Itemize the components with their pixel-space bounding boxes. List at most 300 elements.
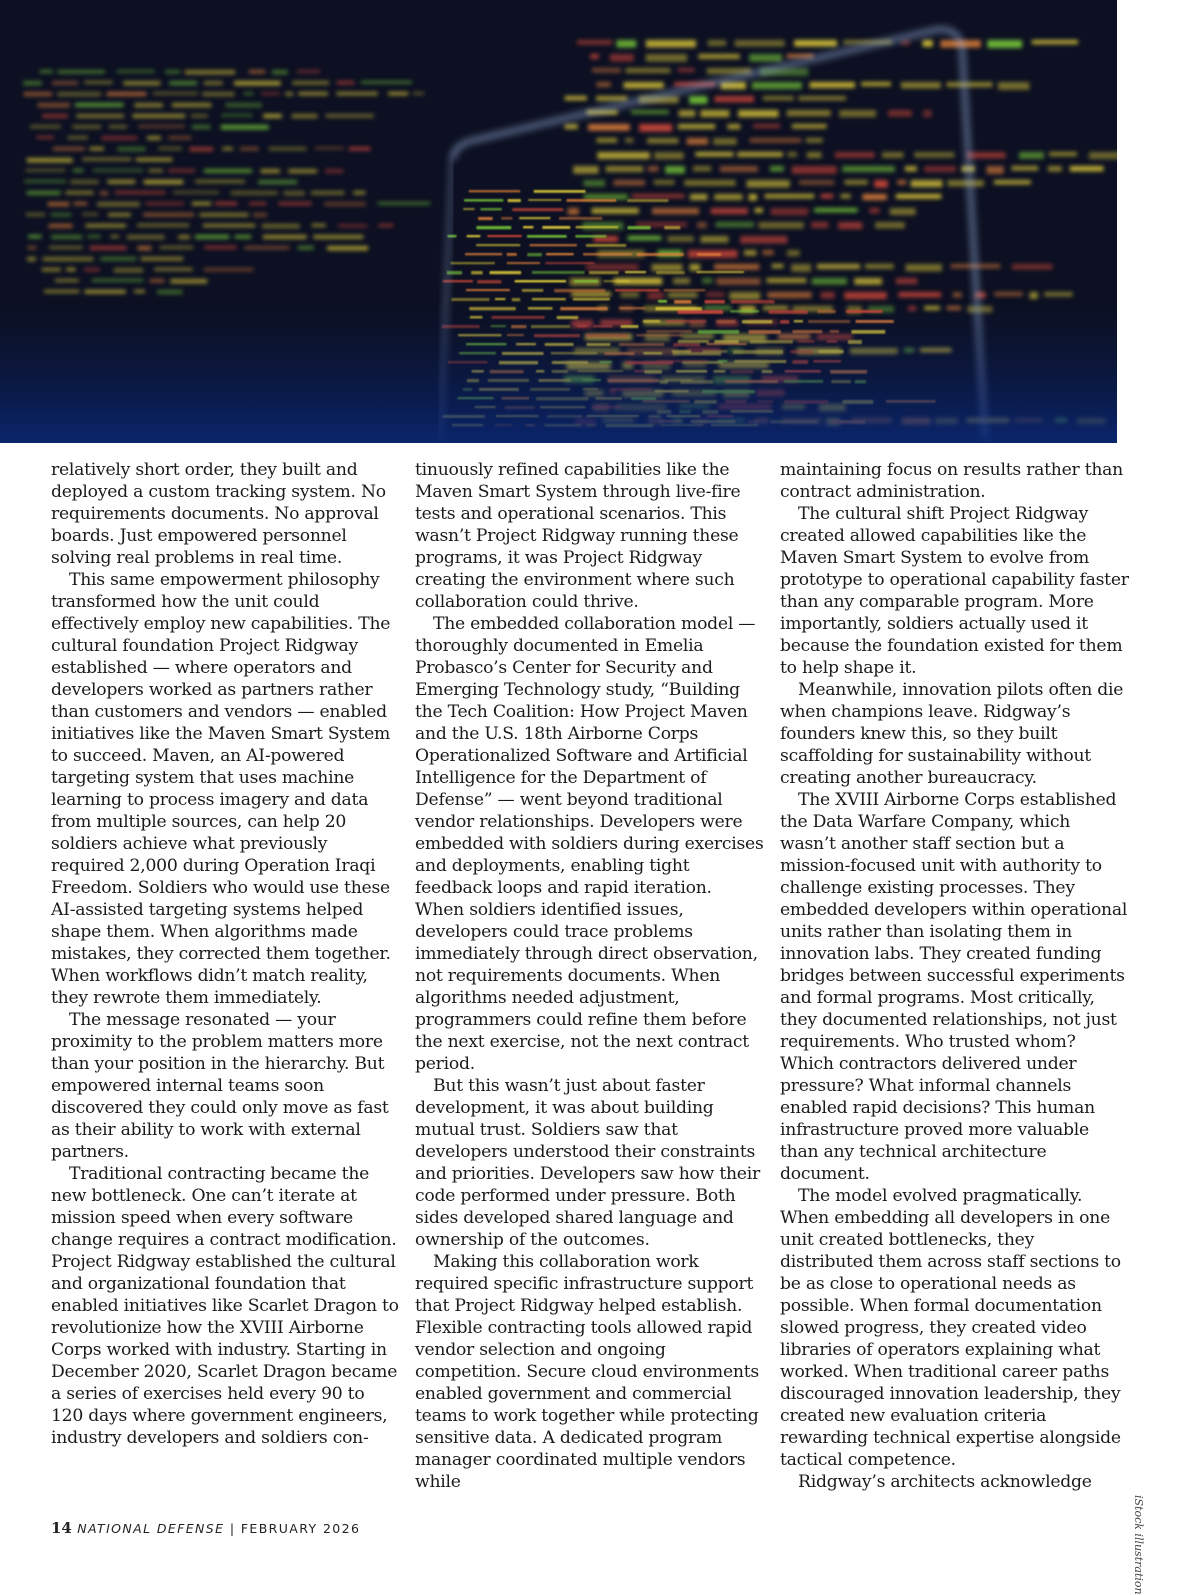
code-line-fragment xyxy=(92,279,144,282)
code-line-fragment xyxy=(127,235,165,239)
code-line-fragment xyxy=(522,289,543,292)
code-line-fragment xyxy=(378,202,431,205)
footer-separator: | xyxy=(229,1521,236,1536)
code-line-fragment xyxy=(195,235,229,239)
code-line-fragment xyxy=(994,292,1023,296)
code-line-fragment xyxy=(565,96,587,100)
paragraph: But this wasn’t just about faster development, it was about building mutual trust. Soldiers saw that developers understood their constraints and priorities. Developers saw how their code performed under pressure. Both sides developed shared language and ownership of the outcomes. xyxy=(415,1076,760,1250)
code-line-fragment xyxy=(708,40,726,46)
code-line-fragment xyxy=(150,279,165,283)
code-line-fragment xyxy=(111,235,119,238)
code-line-fragment xyxy=(582,222,623,230)
code-line-fragment xyxy=(747,180,790,188)
code-line-fragment xyxy=(628,226,651,229)
code-line-fragment xyxy=(573,166,598,174)
code-line-fragment xyxy=(679,110,696,117)
code-line-fragment xyxy=(225,103,262,107)
code-line-fragment xyxy=(490,271,521,274)
code-line-fragment xyxy=(97,202,140,206)
code-line-fragment xyxy=(647,138,678,144)
code-line-fragment xyxy=(173,191,219,194)
header-illustration xyxy=(0,0,1117,443)
code-line-fragment xyxy=(752,82,802,89)
code-line-fragment xyxy=(192,202,211,205)
code-line-fragment xyxy=(772,264,784,268)
code-screens-illustration xyxy=(0,0,1117,443)
code-line-fragment xyxy=(730,292,761,300)
code-line-fragment xyxy=(100,257,136,261)
code-line-fragment xyxy=(262,224,300,228)
code-line-fragment xyxy=(325,169,343,173)
code-line-fragment xyxy=(604,280,630,282)
code-line-fragment xyxy=(463,208,474,210)
code-line-fragment xyxy=(465,253,502,255)
code-line-fragment xyxy=(861,82,891,86)
code-line-fragment xyxy=(285,92,293,96)
code-line-fragment xyxy=(93,169,143,172)
code-line-fragment xyxy=(625,138,633,143)
code-line-fragment xyxy=(770,166,784,171)
text-column-2 xyxy=(415,459,765,1493)
code-line-fragment xyxy=(787,250,800,256)
code-line-fragment xyxy=(191,114,208,118)
code-line-fragment xyxy=(597,138,618,143)
code-line-fragment xyxy=(559,217,602,220)
code-line-fragment xyxy=(690,194,708,200)
code-line-fragment xyxy=(136,158,172,161)
code-line-fragment xyxy=(1070,166,1104,171)
code-line-fragment xyxy=(523,226,533,228)
code-line-fragment xyxy=(38,103,70,107)
code-line-fragment xyxy=(901,40,910,45)
code-line-fragment xyxy=(590,54,599,59)
code-line-fragment xyxy=(697,271,745,273)
code-line-fragment xyxy=(261,169,280,173)
code-line-fragment xyxy=(82,158,131,161)
code-line-fragment xyxy=(617,40,637,48)
code-line-fragment xyxy=(798,96,846,101)
code-line-fragment xyxy=(204,169,252,173)
code-line-fragment xyxy=(1019,152,1044,159)
code-line-fragment xyxy=(168,169,195,172)
code-line-fragment xyxy=(568,208,579,215)
code-line-fragment xyxy=(652,208,699,214)
code-line-fragment xyxy=(204,246,236,249)
code-line-fragment xyxy=(58,70,106,74)
code-line-fragment xyxy=(668,292,697,298)
code-line-fragment xyxy=(138,246,152,250)
code-line-fragment xyxy=(888,110,912,117)
code-line-fragment xyxy=(231,191,278,195)
code-line-fragment xyxy=(577,40,612,45)
code-line-fragment xyxy=(707,68,751,74)
code-line-fragment xyxy=(788,152,797,157)
code-line-fragment xyxy=(998,82,1030,90)
code-line-fragment xyxy=(269,147,307,151)
code-line-fragment xyxy=(697,222,707,228)
code-line-fragment xyxy=(476,226,511,229)
code-line-fragment xyxy=(812,278,847,285)
code-line-fragment xyxy=(576,226,619,228)
page-footer xyxy=(51,1519,360,1537)
code-line-fragment xyxy=(168,136,191,140)
code-line-fragment xyxy=(791,264,811,272)
code-line-fragment xyxy=(326,114,374,118)
code-line-fragment xyxy=(806,138,823,143)
paragraph: Ridgway’s architects acknowledge xyxy=(798,1472,1092,1492)
code-line-fragment xyxy=(586,244,626,247)
code-line-fragment xyxy=(37,136,55,139)
code-line-fragment xyxy=(706,292,724,297)
code-line-fragment xyxy=(835,152,875,158)
code-line-fragment xyxy=(546,253,574,255)
code-line-fragment xyxy=(689,96,707,104)
code-line-fragment xyxy=(854,278,882,285)
code-line-fragment xyxy=(596,82,610,87)
code-line-fragment xyxy=(204,81,223,85)
code-line-fragment xyxy=(624,82,664,89)
code-line-fragment xyxy=(311,191,345,195)
code-line-fragment xyxy=(592,68,621,73)
code-line-fragment xyxy=(74,202,88,205)
code-line-fragment xyxy=(839,110,876,117)
code-line-fragment xyxy=(716,222,754,227)
code-line-fragment xyxy=(149,169,164,172)
code-line-fragment xyxy=(52,81,78,85)
code-line-fragment xyxy=(799,180,834,185)
code-line-fragment xyxy=(923,40,933,47)
code-line-fragment xyxy=(361,81,412,84)
code-line-fragment xyxy=(882,152,904,158)
code-line-fragment xyxy=(288,169,317,173)
code-line-fragment xyxy=(721,82,746,89)
code-line-fragment xyxy=(589,271,619,274)
code-line-fragment xyxy=(787,110,831,116)
code-line-fragment xyxy=(240,147,259,151)
code-line-fragment xyxy=(714,194,742,200)
code-line-fragment xyxy=(27,191,61,195)
code-line-fragment xyxy=(869,208,879,213)
code-line-fragment xyxy=(42,114,68,118)
code-line-fragment xyxy=(575,280,599,282)
code-line-fragment xyxy=(678,124,715,129)
code-line-fragment xyxy=(70,180,98,184)
code-line-fragment xyxy=(899,292,942,297)
code-line-fragment xyxy=(235,235,251,239)
code-line-fragment xyxy=(664,226,680,229)
code-line-fragment xyxy=(82,213,98,216)
code-line-fragment xyxy=(42,268,61,271)
code-line-fragment xyxy=(261,92,279,95)
code-line-fragment xyxy=(735,40,785,47)
code-line-fragment xyxy=(765,194,815,198)
code-line-fragment xyxy=(170,279,207,283)
code-line-fragment xyxy=(204,268,253,271)
code-line-fragment xyxy=(744,250,756,256)
code-line-fragment xyxy=(507,253,517,256)
code-line-fragment xyxy=(588,124,630,131)
code-line-fragment xyxy=(753,124,780,128)
code-line-fragment xyxy=(575,235,606,238)
code-line-fragment xyxy=(292,81,329,85)
code-line-fragment xyxy=(648,166,659,172)
code-line-fragment xyxy=(66,268,75,271)
code-line-fragment xyxy=(911,180,943,187)
code-line-fragment xyxy=(838,222,862,229)
code-line-fragment xyxy=(628,236,662,240)
code-line-fragment xyxy=(158,147,182,150)
code-line-fragment xyxy=(527,253,542,256)
code-line-fragment xyxy=(817,264,860,269)
code-line-fragment xyxy=(811,222,828,228)
paragraph: Making this collaboration work required specific infrastructure support that Project Ridgway helped establish. Flexible contracting tools allowed rapid vendor selection and ongoing competition. Secure cloud environments enabled government and commercial teams to work together while protecting sensitive data. A dedicated program manager coordinated multiple vendors while xyxy=(415,1252,759,1492)
code-line-fragment xyxy=(312,224,326,227)
code-line-fragment xyxy=(637,253,684,256)
code-line-fragment xyxy=(292,114,318,118)
paragraph: This same empowerment philosophy transformed how the unit could effectively employ new capabilities. The cultural foundation Project Ridgway established — where operators and developers worked as partners rather than customers and vendors — enabled initiatives like the Maven Smart System to succeed. Maven, an AI-powered targeting system that uses machine learning to process imagery and data from multiple sources, can help 20 soldiers achieve what previously required 2,000 during Operation Iraqi Freedom. Soldiers who would use these AI-assisted targeting systems helped shape them. When algorithms made mistakes, they corrected them together. When workflows didn’t match reality, they rewrote them immediately. xyxy=(51,570,391,1008)
code-line-fragment xyxy=(914,152,954,158)
code-line-fragment xyxy=(75,103,124,107)
code-line-fragment xyxy=(244,246,289,249)
code-line-fragment xyxy=(953,292,962,298)
code-line-fragment xyxy=(258,180,297,184)
code-line-fragment xyxy=(565,124,578,129)
code-line-fragment xyxy=(447,271,462,275)
code-line-fragment xyxy=(767,278,807,283)
code-line-fragment xyxy=(23,81,42,85)
code-line-fragment xyxy=(711,208,748,214)
code-line-fragment xyxy=(115,191,166,194)
code-line-fragment xyxy=(487,235,521,237)
code-line-fragment xyxy=(154,268,192,271)
paragraph: The cultural shift Project Ridgway created allowed capabilities like the Maven Smart System to evolve from prototype to operational capability faster than any comparable program. More importantly, soldiers actually used it because the foundation existed for them to help shape it. xyxy=(780,504,1129,678)
code-line-fragment xyxy=(28,235,41,238)
code-line-fragment xyxy=(84,268,100,272)
code-line-fragment xyxy=(477,280,501,284)
code-line-fragment xyxy=(948,180,984,186)
code-line-fragment xyxy=(263,114,282,118)
code-line-fragment xyxy=(249,202,266,205)
code-line-fragment xyxy=(272,70,288,75)
code-line-fragment xyxy=(592,208,639,214)
code-line-fragment xyxy=(221,125,269,129)
code-line-fragment xyxy=(865,264,894,269)
code-line-fragment xyxy=(43,257,94,261)
code-line-fragment xyxy=(755,208,763,213)
code-line-fragment xyxy=(160,246,194,249)
code-line-fragment xyxy=(767,292,811,298)
code-line-fragment xyxy=(169,81,197,85)
text-column-1 xyxy=(51,459,401,1449)
code-line-fragment xyxy=(792,124,827,129)
code-line-fragment xyxy=(476,244,520,246)
code-line-fragment xyxy=(821,292,835,298)
code-line-fragment xyxy=(814,208,857,212)
code-line-fragment xyxy=(700,110,729,117)
code-line-fragment xyxy=(583,253,632,256)
code-line-fragment xyxy=(1048,166,1062,172)
code-line-fragment xyxy=(141,257,184,261)
code-line-fragment xyxy=(874,180,888,188)
code-line-fragment xyxy=(750,138,802,143)
code-line-fragment xyxy=(545,262,594,264)
code-line-fragment xyxy=(202,92,234,96)
code-line-fragment xyxy=(469,190,520,192)
code-line-fragment xyxy=(413,92,424,95)
code-line-fragment xyxy=(841,194,851,198)
code-line-fragment xyxy=(138,125,184,128)
code-line-fragment xyxy=(678,68,695,72)
code-line-fragment xyxy=(631,110,669,114)
code-line-fragment xyxy=(222,114,253,117)
code-line-fragment xyxy=(478,217,493,220)
code-line-fragment xyxy=(696,152,734,156)
code-line-fragment xyxy=(298,246,314,250)
code-line-fragment xyxy=(720,166,758,172)
code-line-fragment xyxy=(117,70,155,73)
code-line-fragment xyxy=(495,298,505,300)
code-line-fragment xyxy=(646,54,687,62)
code-line-fragment xyxy=(101,136,137,140)
code-line-fragment xyxy=(24,180,66,183)
code-line-fragment xyxy=(702,278,712,283)
code-line-fragment xyxy=(55,279,79,282)
paragraph: The XVIII Airborne Corps established the Data Warfare Company, which wasn’t another staff section but a mission-focused unit with authority to challenge existing processes. They embedded developers within operational units rather than isolating them in innovation labs. They created funding bridges between successful experiments and formal programs. Most critically, they documented relationships, not just requirements. Who trusted whom? Which contractors delivered under pressure? What informal channels enabled rapid decisions? This human infrastructure proved more valuable than any technical architecture document. xyxy=(780,790,1128,1184)
code-line-fragment xyxy=(324,202,366,206)
code-line-fragment xyxy=(987,40,1022,48)
code-line-fragment xyxy=(625,271,646,273)
code-line-fragment xyxy=(108,213,131,217)
code-line-fragment xyxy=(542,226,570,229)
code-line-fragment xyxy=(787,54,814,58)
code-line-fragment xyxy=(693,166,711,171)
code-line-fragment xyxy=(137,224,189,227)
code-line-fragment xyxy=(40,70,53,73)
code-line-fragment xyxy=(107,92,147,96)
code-line-fragment xyxy=(44,290,79,293)
code-line-fragment xyxy=(738,110,778,117)
code-line-fragment xyxy=(646,40,696,47)
code-line-fragment xyxy=(507,262,540,264)
code-line-fragment xyxy=(897,180,906,185)
code-line-fragment xyxy=(192,125,210,129)
code-line-fragment xyxy=(501,217,512,220)
code-line-fragment xyxy=(338,224,367,228)
code-line-fragment xyxy=(327,246,368,250)
code-line-fragment xyxy=(906,264,942,271)
code-line-fragment xyxy=(842,166,895,172)
code-line-fragment xyxy=(994,180,1031,184)
code-line-fragment xyxy=(297,70,320,73)
code-line-fragment xyxy=(88,235,101,238)
code-line-fragment xyxy=(639,124,672,132)
code-line-fragment xyxy=(157,290,182,294)
code-line-fragment xyxy=(667,236,693,242)
code-line-fragment xyxy=(85,290,126,294)
code-line-fragment xyxy=(134,290,145,293)
code-line-fragment xyxy=(153,92,198,95)
code-line-fragment xyxy=(713,138,737,145)
code-line-fragment xyxy=(27,246,36,249)
code-line-fragment xyxy=(596,96,627,101)
code-line-fragment xyxy=(621,292,640,297)
code-line-fragment xyxy=(90,246,127,250)
code-line-fragment xyxy=(749,54,782,62)
code-line-fragment xyxy=(508,199,521,202)
code-line-fragment xyxy=(90,147,104,150)
code-line-fragment xyxy=(49,224,73,228)
code-line-fragment xyxy=(51,235,82,239)
code-line-fragment xyxy=(481,208,502,210)
code-line-fragment xyxy=(144,180,184,184)
code-line-fragment xyxy=(632,194,685,198)
code-line-fragment xyxy=(527,235,567,238)
code-line-fragment xyxy=(464,199,503,202)
code-line-fragment xyxy=(66,191,94,194)
code-line-fragment xyxy=(123,81,160,85)
code-line-fragment xyxy=(896,278,918,284)
code-line-fragment xyxy=(654,152,684,159)
code-line-fragment xyxy=(234,81,281,85)
code-line-fragment xyxy=(1011,166,1038,171)
magazine-name: NATIONAL DEFENSE xyxy=(77,1521,225,1536)
code-line-fragment xyxy=(924,166,956,172)
code-line-fragment xyxy=(515,280,566,282)
code-line-fragment xyxy=(27,257,36,261)
code-line-fragment xyxy=(27,158,73,163)
code-line-fragment xyxy=(349,147,371,150)
code-line-fragment xyxy=(727,124,740,129)
code-line-fragment xyxy=(687,138,708,145)
code-line-fragment xyxy=(845,180,868,185)
code-line-fragment xyxy=(987,166,1004,174)
code-line-fragment xyxy=(896,194,941,199)
code-line-fragment xyxy=(532,271,585,274)
code-line-fragment xyxy=(76,114,124,118)
code-line-fragment xyxy=(467,235,481,237)
code-line-fragment xyxy=(337,81,355,84)
code-line-fragment xyxy=(615,289,659,292)
code-line-fragment xyxy=(107,180,135,184)
code-line-fragment xyxy=(143,213,194,216)
code-line-fragment xyxy=(117,147,145,151)
code-line-fragment xyxy=(337,92,378,95)
code-line-fragment xyxy=(512,208,563,211)
code-line-fragment xyxy=(147,136,161,140)
code-line-fragment xyxy=(532,298,566,300)
code-line-fragment xyxy=(215,202,237,205)
code-line-fragment xyxy=(1089,152,1117,159)
code-line-fragment xyxy=(627,199,668,202)
code-line-fragment xyxy=(584,194,628,200)
code-line-fragment xyxy=(466,289,510,291)
text-column-3 xyxy=(780,459,1130,1493)
code-line-fragment xyxy=(700,236,728,243)
code-line-fragment xyxy=(378,224,393,227)
page-number: 14 xyxy=(51,1519,72,1537)
code-line-fragment xyxy=(84,81,112,84)
code-line-fragment xyxy=(810,82,855,88)
code-line-fragment xyxy=(698,54,739,59)
paragraph: maintaining focus on results rather than contract administration. xyxy=(780,460,1123,502)
code-line-fragment xyxy=(519,217,550,219)
code-line-fragment xyxy=(57,92,101,96)
code-line-fragment xyxy=(690,264,701,271)
code-line-fragment xyxy=(652,264,683,271)
code-line-fragment xyxy=(664,289,705,292)
code-line-fragment xyxy=(53,147,85,151)
code-line-fragment xyxy=(222,147,232,150)
